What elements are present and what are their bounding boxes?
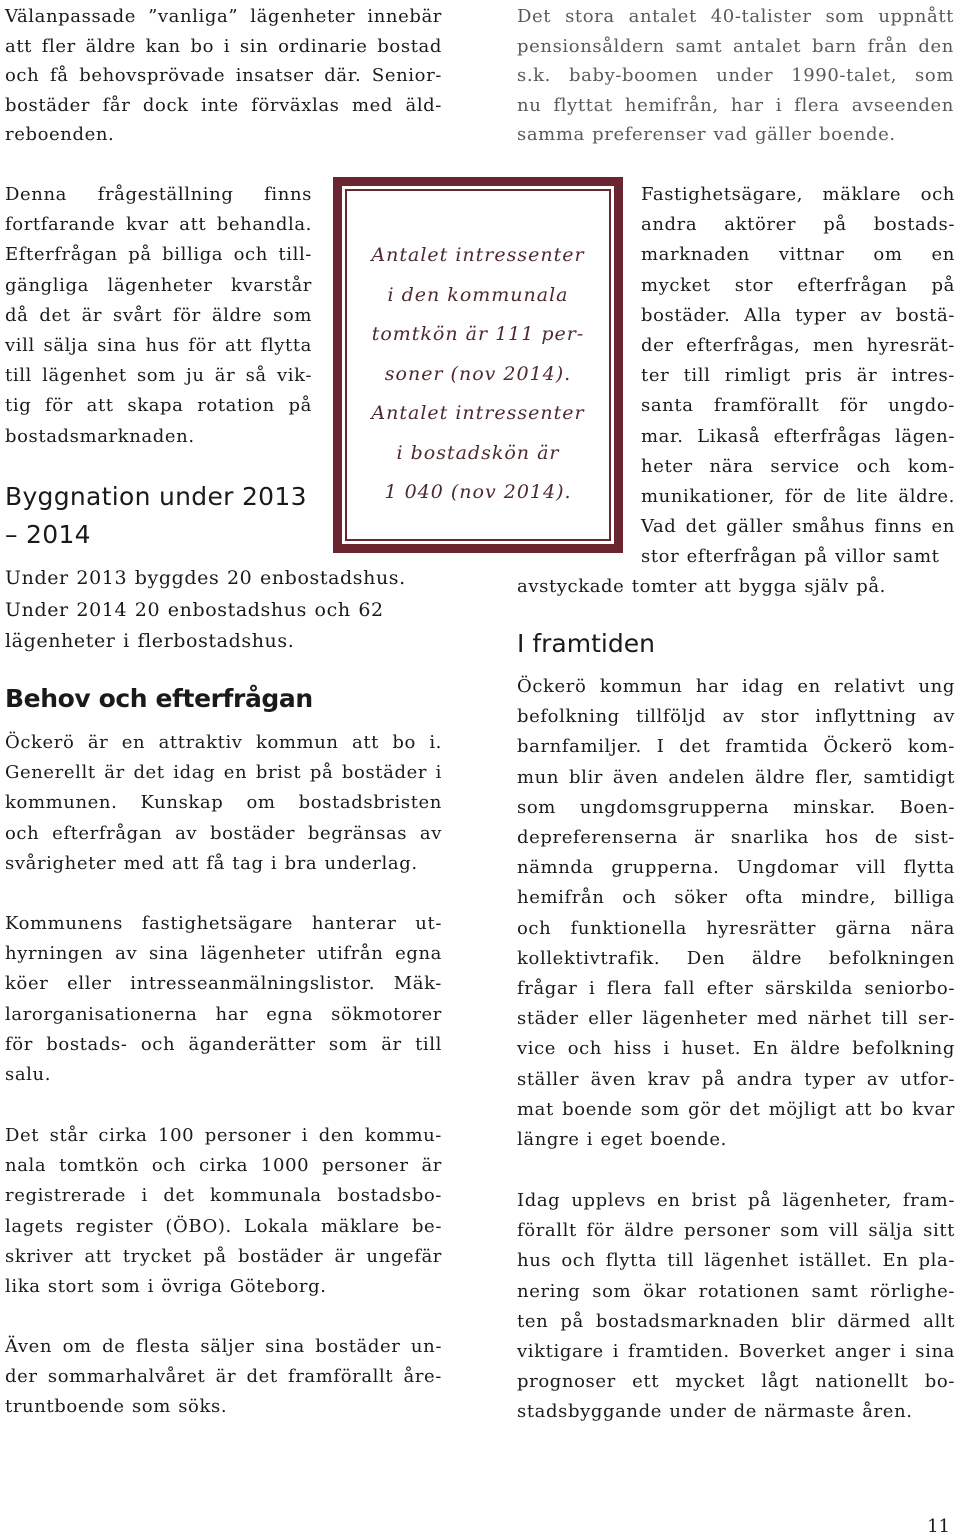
text-line: Under 2013 byggdes 20 enbostadshus. [5,567,406,589]
text-line: Under 2014 20 enbostadshus och 62 [5,598,384,621]
text-line: vill sälja sina hus för att flytta [5,335,312,357]
text-line: santa framförallt för ungdo- [641,395,955,417]
text-line: truntboende som söks. [5,1396,228,1418]
text-line: Välanpassade ”vanliga” lägenheter innebär [5,6,442,27]
text-line: salu. [5,1064,52,1086]
text-line: larorganisationerna har egna sökmotorer [5,1003,442,1025]
behov-paragraph-2 [5,909,442,1090]
text-line: svårigheter med att få tag i bra underlag. [5,852,418,874]
callout-box [333,177,623,553]
text-line: som ungdomsgrupperna minskar. Boen- [517,796,955,818]
framtiden-paragraph-2 [517,1186,955,1428]
text-line: kollektivtrafik. Den äldre befolkningen [517,947,955,969]
text-line: samma preferenser vad gäller boende. [517,124,896,145]
text-line: och få behovsprövade insatser där. Senior- [5,65,442,86]
text-line: Efterfrågan på billiga och till- [5,244,312,266]
text-line: munikationer, för de lite äldre. [641,486,955,508]
text-line: depreferenserna är snarlika hos de sist- [517,827,955,849]
text-line: ten på bostadsmarknaden blir därmed allt [517,1310,955,1332]
text-line: soner (nov 2014). [384,362,572,385]
text-line: då det är svårt för äldre som [5,304,312,326]
text-line: förallt för äldre personer som vill sälja sitt [517,1220,955,1242]
text-line: ställer även krav på andra typer av utfor- [517,1068,955,1090]
text-line: hus och flytta till lägenhet istället. En pla- [517,1250,955,1272]
text-line: – 2014 [5,520,91,549]
text-line: stadsbyggande under de närmaste åren. [517,1401,913,1423]
framtiden-paragraph-1 [517,672,955,1155]
text-line: nering som ökar rotationen samt rörlighe- [517,1280,955,1302]
text-line: kommunen. Kunskap om bostadsbristen [5,792,442,814]
text-line: i den kommunala [387,283,569,306]
text-line: nu flyttat hemifrån, har i flera avseenden [517,94,954,116]
text-line: Det står cirka 100 personer i den kommu- [5,1125,442,1146]
text-line: registrerade i det kommunala bostadsbo- [5,1185,442,1207]
text-line: mar. Likaså efterfrågas lägen- [641,425,955,447]
text-line: nala tomtkön och cirka 1000 personer är [5,1155,442,1177]
text-line: fortfarande kvar att behandla. [5,214,312,236]
text-line: Öckerö kommun har idag en relativt ung [517,676,955,697]
text-line: stor efterfrågan på villor samt [641,546,940,568]
text-line: skriver att trycket på bostäder är ungefär [5,1245,442,1267]
text-line: lagets register (ÖBO). Lokala mäklare be- [5,1215,442,1237]
text-line: reboenden. [5,124,115,145]
text-line: för bostads- och äganderätter som är till [5,1033,442,1055]
top-right-paragraph [517,2,954,150]
text-line: tig för att skapa rotation på [5,395,312,417]
text-line: att fler äldre kan bo i sin ordinarie bostad [5,35,442,57]
right-intro-last-line: avstyckade tomter att bygga själv på. [517,576,886,597]
heading-byggnation [5,478,307,554]
text-line: mycket stor efterfrågan på [641,274,955,296]
behov-paragraph-1 [5,728,442,879]
text-line: Generellt är det idag en brist på bostäder i [5,762,442,784]
text-line: barnfamiljer. I det framtida Öckerö kom- [517,736,955,758]
text-line: bostadsmarknaden. [5,425,195,447]
text-line: Det stora antalet 40-talister som uppnått [517,6,954,27]
text-line: och funktionella hyresrätter gärna nära [517,917,955,939]
text-line: Antalet intressenter [371,402,585,424]
text-line: Öckerö är en attraktiv kommun att bo i. [5,732,442,753]
text-line: köer eller intresseanmälningslistor. Mäk- [5,973,442,995]
text-line: Även om de flesta säljer sina bostäder un- [5,1336,442,1357]
page-number: 11 [927,1516,950,1537]
text-line: bostäder får dock inte förväxlas med äld- [5,94,442,116]
text-line: lägenheter i flerbostadshus. [5,630,295,652]
text-line: längre i eget boende. [517,1129,727,1151]
text-line: hemifrån och söker ofta mindre, billiga [517,887,955,909]
text-line: Vad det gäller småhus finns en [641,516,955,538]
text-line: heter nära service och kom- [641,455,955,477]
text-line: der efterfrågas, men hyresrät- [641,335,955,357]
heading-framtiden: I framtiden [517,629,655,658]
text-line: 1 040 (nov 2014). [384,481,572,503]
text-line: der sommarhalvåret är det framförallt åre- [5,1366,442,1388]
text-line: Byggnation under 2013 [5,482,307,511]
text-line: ter till rimligt pris är intres- [641,365,955,387]
behov-paragraph-3 [5,1121,442,1302]
text-line: pensionsåldern samt antalet barn från den [517,35,954,57]
text-line: och efterfrågan av bostäder begränsas av [5,822,442,844]
text-line: hyrningen av sina lägenheter utifrån egna [5,943,442,965]
text-line: Antalet intressenter [371,244,585,266]
text-line: frågar i flera fall efter särskilda seniorbo- [517,978,955,1000]
behov-paragraph-4 [5,1332,442,1423]
text-line: Idag upplevs en brist på lägenheter, fram- [517,1190,955,1211]
text-line: viktigare i framtiden. Boverket anger i sina [517,1341,955,1363]
right-intro-paragraph [641,180,955,573]
byggnation-paragraph [5,563,425,658]
text-line: Fastighetsägare, mäklare och [641,184,955,205]
text-line: mat boende som gör det möjligt att bo kvar [517,1098,955,1120]
text-line: till lägenhet som ju är så vik- [5,365,312,387]
text-line: Denna frågeställning finns [5,184,312,205]
text-line: Kommunens fastighetsägare hanterar ut- [5,913,442,934]
left-intro-paragraph [5,180,312,452]
text-line: andra aktörer på bostads- [641,214,955,236]
text-line: i bostadskön är [396,441,560,464]
text-line: vice och hiss i huset. En äldre befolkning [517,1038,955,1060]
text-line: gängliga lägenheter kvarstår [5,274,312,296]
text-line: marknaden vittnar om en [641,244,955,266]
callout-text [342,236,614,513]
text-line: lika stort som i övriga Göteborg. [5,1276,327,1298]
text-line: tomtkön är 111 per- [371,323,585,345]
heading-behov: Behov och efterfrågan [5,684,313,713]
text-line: städer eller lägenheter med närhet till ser- [517,1008,955,1030]
text-line: prognoser ett mycket lågt nationellt bo- [517,1371,955,1393]
text-line: s.k. baby-boomen under 1990-talet, som [517,65,954,86]
text-line: nämnda grupperna. Ungdomar vill flytta [517,857,955,879]
text-line: befolkning tillföljd av stor inflyttning av [517,706,955,728]
text-line: bostäder. Alla typer av bostä- [641,304,955,326]
text-line: mun blir även andelen äldre fler, samtidigt [517,766,955,788]
top-left-paragraph [5,2,442,150]
